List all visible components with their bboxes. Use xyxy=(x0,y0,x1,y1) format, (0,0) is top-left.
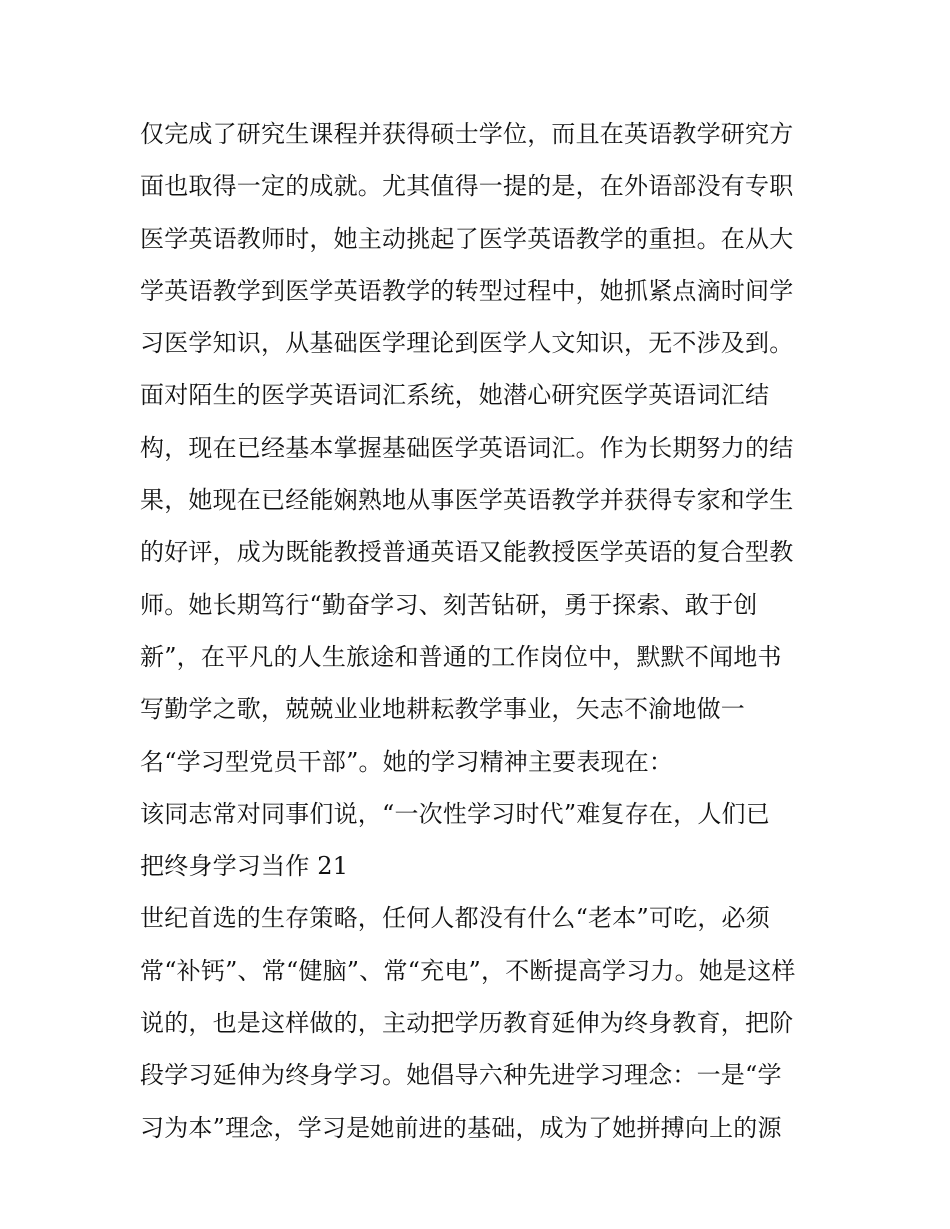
text-line: 的好评，成为既能教授普通英语又能教授医学英语的复合型教 xyxy=(140,538,794,567)
text-line: 师。她长期笃行“勤奋学习、刻苦钻研，勇于探索、敢于创 xyxy=(140,590,758,619)
text-line: 果，她现在已经能娴熟地从事医学英语教学并获得专家和学生 xyxy=(140,486,794,515)
text-line: 把终身学习当作 21 xyxy=(140,852,349,881)
text-line: 该同志常对同事们说，“一次性学习时代”难复存在，人们已 xyxy=(140,799,770,828)
text-line: 新”，在平凡的人生旅途和普通的工作岗位中，默默不闻地书 xyxy=(140,642,782,671)
text-line: 仅完成了研究生课程并获得硕士学位，而且在英语教学研究方 xyxy=(140,120,794,148)
text-line: 医学英语教师时，她主动挑起了医学英语教学的重担。在从大 xyxy=(140,224,794,253)
text-line: 说的，也是这样做的，主动把学历教育延伸为终身教育，把阶 xyxy=(140,1009,794,1038)
text-line: 名“学习型党员干部”。她的学习精神主要表现在： xyxy=(140,747,674,776)
text-line: 世纪首选的生存策略，任何人都没有什么“老本”可吃，必须 xyxy=(140,904,770,933)
text-line: 面对陌生的医学英语词汇系统，她潜心研究医学英语词汇结 xyxy=(140,381,770,410)
text-line: 习为本”理念，学习是她前进的基础，成为了她拼搏向上的源 xyxy=(140,1113,782,1142)
text-line: 常“补钙”、常“健脑”、常“充电”，不断提高学习力。她是这样 xyxy=(140,956,796,985)
text-line: 写勤学之歌，兢兢业业地耕耘教学事业，矢志不渝地做一 xyxy=(140,695,745,724)
text-line: 段学习延伸为终身学习。她倡导六种先进学习理念：一是“学 xyxy=(140,1061,782,1090)
text-line: 学英语教学到医学英语教学的转型过程中，她抓紧点滴时间学 xyxy=(140,276,794,305)
body-text xyxy=(140,108,830,1154)
text-line: 面也取得一定的成就。尤其值得一提的是，在外语部没有专职 xyxy=(140,172,794,201)
text-line: 习医学知识，从基础医学理论到医学人文知识，无不涉及到。 xyxy=(140,329,794,358)
text-line: 构，现在已经基本掌握基础医学英语词汇。作为长期努力的结 xyxy=(140,433,794,462)
